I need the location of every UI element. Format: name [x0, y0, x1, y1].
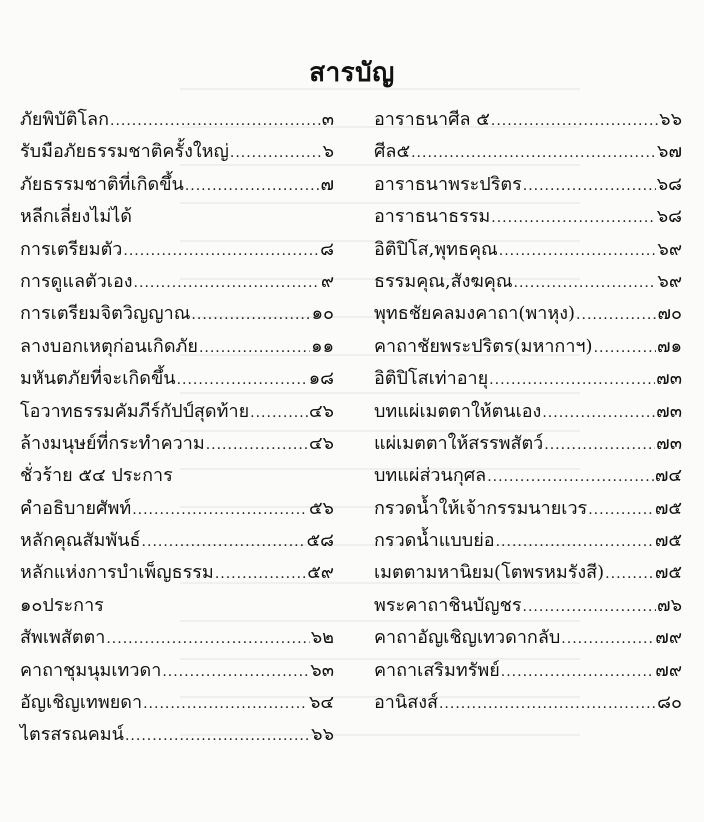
toc-entry-page-number: ๖๘	[656, 173, 682, 195]
toc-entry	[374, 622, 682, 654]
toc-entry-title: กรวดน้ำแบบย่อ	[374, 530, 495, 552]
toc-entry	[20, 687, 334, 719]
toc-entry-page-number: ๖๘	[656, 206, 682, 228]
toc-entry	[20, 136, 334, 168]
toc-entry-page-number: ๖๓	[310, 659, 334, 681]
dot-leader	[125, 720, 310, 752]
toc-entry-page-number: ๙	[320, 270, 334, 292]
toc-entry	[20, 428, 334, 460]
toc-entry-page-number: ๗	[320, 173, 334, 195]
toc-entry-title: ๑๐ประการ	[20, 594, 104, 616]
dot-leader	[177, 364, 308, 396]
toc-entry	[374, 493, 682, 525]
dot-leader	[106, 623, 309, 655]
dot-leader	[491, 202, 655, 234]
toc-entry-title: ล้างมนุษย์ที่กระทำความ	[20, 432, 205, 454]
toc-entry-title: อานิสงส์	[374, 692, 438, 714]
page-title: สารบัญ	[309, 58, 395, 88]
toc-entry	[20, 590, 334, 622]
toc-entry	[374, 104, 682, 136]
toc-entry	[20, 493, 334, 525]
toc-entry-title: คาถาอัญเชิญเทวดากลับ	[374, 627, 561, 649]
toc-entry-page-number: ๗๔	[654, 465, 682, 487]
toc-entry	[20, 719, 334, 751]
toc-entry	[374, 266, 682, 298]
dot-leader	[439, 688, 656, 720]
toc-entry-title: การเตรียมจิตวิญญาณ	[20, 303, 191, 325]
dot-leader	[588, 494, 654, 526]
toc-entry	[20, 557, 334, 589]
toc-entry	[20, 266, 334, 298]
toc-entry-page-number: ๖๗	[657, 141, 682, 163]
dot-leader	[191, 299, 310, 331]
toc-entry-title: มหันตภัยที่จะเกิดขึ้น	[20, 368, 176, 390]
dot-leader	[523, 591, 657, 623]
dot-leader	[576, 299, 656, 331]
toc-entry-page-number: ๗๓	[656, 368, 682, 390]
toc-entry-title: หลีกเลี่ยงไม่ได้	[20, 206, 132, 228]
dot-leader	[544, 429, 655, 461]
toc-entry-page-number: ๗๙	[655, 627, 682, 649]
toc-entry-page-number: ๗๑	[657, 335, 682, 357]
toc-entry-title: แผ่เมตตาให้สรรพสัตว์	[374, 432, 544, 454]
toc-entry	[20, 655, 334, 687]
dot-leader	[132, 494, 308, 526]
toc-entry-page-number: ๗๓	[656, 400, 682, 422]
toc-entry	[374, 331, 682, 363]
toc-entry-title: พระคาถาชินบัญชร	[374, 594, 522, 616]
toc-entry-title: ศีล๕	[374, 141, 411, 163]
dot-leader	[199, 332, 310, 364]
toc-entry	[374, 201, 682, 233]
toc-entry-page-number: ๑๑	[311, 335, 334, 357]
toc-entry	[374, 525, 682, 557]
toc-entry-title: สัพเพสัตตา	[20, 627, 106, 649]
toc-entry-page-number: ๗๙	[655, 659, 682, 681]
dot-leader	[605, 558, 654, 590]
dot-leader	[142, 526, 306, 558]
toc-entry	[20, 622, 334, 654]
dot-leader	[561, 623, 654, 655]
toc-entry-title: คาถาชัยพระปริตร(มหากาฯ)	[374, 335, 593, 357]
toc-entry	[374, 298, 682, 330]
toc-entry	[20, 396, 334, 428]
dot-leader	[514, 267, 657, 299]
toc-entry	[20, 525, 334, 557]
dot-leader	[206, 429, 308, 461]
toc-entry-page-number: ๓	[321, 109, 334, 130]
toc-entry-page-number: ๖๖	[659, 109, 682, 130]
toc-entry-title: คาถาเสริมทรัพย์	[374, 659, 500, 681]
toc-entry-title: หลักแห่งการบำเพ็ญธรรม	[20, 562, 214, 584]
toc-entry-title: พุทธชัยคลมงคาถา(พาหุง)	[374, 303, 576, 325]
toc-entry-page-number: ๖๔	[308, 692, 334, 714]
toc-entry-page-number: ๗๕	[654, 530, 682, 552]
toc-entry-title: ไตรสรณคมน์	[20, 724, 124, 746]
dot-leader	[542, 397, 655, 429]
toc-entry-page-number: ๕๖	[308, 497, 334, 519]
toc-entry-page-number: ๑๐	[311, 303, 334, 325]
toc-entry-title: ภัยพิบัติโลก	[20, 109, 109, 130]
toc-entry	[374, 428, 682, 460]
toc-entry-page-number: ๕๙	[307, 562, 334, 584]
toc-entry-title: ธรรมคุณ,สังฆคุณ	[374, 270, 513, 292]
toc-entry	[20, 363, 334, 395]
toc-entry-page-number: ๖๙	[657, 270, 682, 292]
toc-entry	[374, 460, 682, 492]
toc-entry	[20, 169, 334, 201]
toc-entry-page-number: ๗๕	[654, 497, 682, 519]
toc-entry-title: เมตตามหานิยม(โตพรหมรังสี)	[374, 562, 605, 584]
toc-entry-page-number: ๔๖	[308, 400, 334, 422]
toc-entry-title: ชั่วร้าย ๕๔ ประการ	[20, 465, 173, 487]
toc-entry-title: ภัยธรรมชาติที่เกิดขึ้น	[20, 173, 184, 195]
toc-entry	[374, 136, 682, 168]
toc-entry	[20, 331, 334, 363]
dot-leader	[215, 558, 306, 590]
toc-entry	[374, 687, 682, 719]
toc-entry-title: การดูแลตัวเอง	[20, 270, 133, 292]
toc-entry-title: คำอธิบายศัพท์	[20, 497, 132, 519]
toc-entry-title: อัญเชิญเทพยดา	[20, 692, 143, 714]
toc-entry-title: อาราธนาศีล ๕	[374, 109, 490, 130]
toc-entry-page-number: ๖๙	[657, 238, 682, 260]
toc-entry	[374, 234, 682, 266]
dot-leader	[489, 364, 655, 396]
toc-entry-page-number: ๔๖	[308, 432, 334, 454]
toc-entry	[374, 557, 682, 589]
dot-leader	[411, 137, 656, 169]
dot-leader	[143, 688, 308, 720]
toc-entry-title: รับมือภัยธรรมชาติครั้งใหญ่	[20, 141, 229, 163]
toc-entry	[374, 590, 682, 622]
toc-entry	[374, 169, 682, 201]
dot-leader	[162, 656, 309, 688]
toc-right-column	[374, 104, 682, 719]
toc-entry-title: อิติปิโส,พุทธคุณ	[374, 238, 498, 260]
toc-entry	[20, 460, 334, 492]
toc-entry	[20, 201, 334, 233]
dot-leader	[123, 235, 319, 267]
toc-entry-page-number: ๖๒	[310, 627, 334, 649]
toc-entry-title: อิติปิโสเท่าอายุ	[374, 368, 489, 390]
toc-entry-title: บทแผ่ส่วนกุศล	[374, 465, 487, 487]
toc-entry-page-number: ๗๖	[657, 594, 682, 616]
toc-entry	[374, 363, 682, 395]
toc-entry-page-number: ๖	[322, 141, 334, 163]
dot-leader	[501, 656, 655, 688]
dot-leader	[185, 170, 320, 202]
dot-leader	[496, 526, 654, 558]
toc-entry-page-number: ๖๖	[311, 724, 334, 746]
dot-leader	[594, 332, 656, 364]
toc-entry-title: คาถาชุมนุมเทวดา	[20, 659, 162, 681]
dot-leader	[110, 105, 321, 137]
toc-entry	[20, 298, 334, 330]
toc-entry-page-number: ๘๐	[657, 692, 682, 714]
toc-entry-title: อาราธนาธรรม	[374, 206, 491, 228]
toc-entry	[20, 234, 334, 266]
dot-leader	[230, 137, 322, 169]
toc-entry-page-number: ๑๘	[308, 368, 334, 390]
toc-entry-page-number: ๘	[320, 238, 334, 260]
toc-entry-title: บทแผ่เมตตาให้ตนเอง	[374, 400, 542, 422]
dot-leader	[499, 235, 657, 267]
dot-leader	[523, 170, 656, 202]
dot-leader	[134, 267, 320, 299]
toc-entry-title: การเตรียมตัว	[20, 238, 123, 260]
toc-left-column	[20, 104, 334, 752]
toc-entry-title: กรวดน้ำให้เจ้ากรรมนายเวร	[374, 497, 588, 519]
toc-entry	[20, 104, 334, 136]
dot-leader	[491, 105, 658, 137]
toc-entry	[374, 655, 682, 687]
toc-entry-page-number: ๕๘	[306, 530, 334, 552]
toc-entry-title: ลางบอกเหตุก่อนเกิดภัย	[20, 335, 198, 357]
toc-entry-title: หลักคุณสัมพันธ์	[20, 530, 141, 552]
toc-entry-page-number: ๗๕	[654, 562, 682, 584]
toc-entry-title: โอวาทธรรมคัมภีร์กัปป์สุดท้าย	[20, 400, 250, 422]
toc-entry-page-number: ๗๐	[657, 303, 682, 325]
dot-leader	[487, 461, 654, 493]
dot-leader	[250, 397, 308, 429]
toc-entry-title: อาราธนาพระปริตร	[374, 173, 522, 195]
toc-entry-page-number: ๗๓	[656, 432, 682, 454]
toc-entry	[374, 396, 682, 428]
